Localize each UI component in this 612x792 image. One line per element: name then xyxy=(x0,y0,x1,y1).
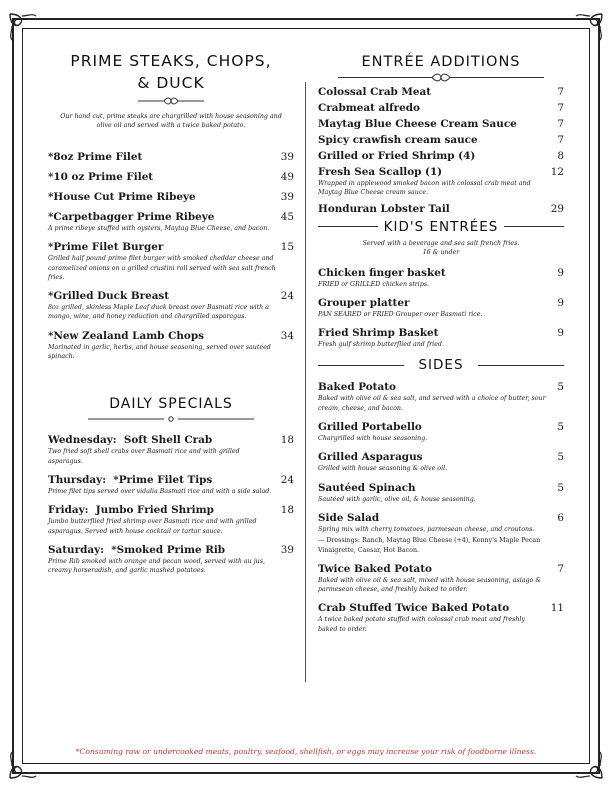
item-price: 7 xyxy=(557,86,564,98)
item-price: 34 xyxy=(280,329,294,342)
corner-ornament-icon xyxy=(572,10,606,44)
corner-ornament-icon xyxy=(6,10,40,44)
item-name: Spicy crawfish cream sauce xyxy=(318,134,478,146)
item-price: 39 xyxy=(280,151,294,163)
flourish-icon xyxy=(318,73,564,82)
item-description: Baked with olive oil & sea salt, and served with a choice of butter, sour cream, cheese, and bacon. xyxy=(318,395,546,412)
item-price: 24 xyxy=(280,473,294,486)
item-price: 9 xyxy=(557,296,564,309)
menu-item xyxy=(48,190,294,204)
item-price: 24 xyxy=(280,290,294,303)
item-description: FRIED or GRILLED chicken strips. xyxy=(318,280,430,288)
dressings-list: — Dressings: Ranch, Maytag Blue Cheese (+4), Kenny's Maple Pecan Vinaigrette, Caesar, Hot Bacon. xyxy=(318,537,541,554)
heading-rule xyxy=(318,365,404,366)
menu-item xyxy=(48,170,294,184)
item-description: Prime Rib smoked with orange and pecan wood, served with au jus, creamy horseradish, and garlic mashed potatoes. xyxy=(48,557,265,575)
item-price: 39 xyxy=(280,191,294,203)
menu-item xyxy=(318,481,564,504)
item-description: A prime ribeye stuffed with oysters, Maytag Blue Cheese, and bacon. xyxy=(48,225,270,232)
sides-heading xyxy=(318,356,564,374)
menu-item xyxy=(48,240,294,282)
prime-items xyxy=(48,150,294,361)
item-name: Colossal Crab Meat xyxy=(318,86,432,98)
menu-item xyxy=(318,165,564,198)
daily-special-item xyxy=(48,503,294,536)
menu-item xyxy=(318,380,564,413)
item-name: Honduran Lobster Tail xyxy=(318,202,450,215)
item-description: Sautéed with garlic, olive oil, & house seasoning. xyxy=(318,495,476,503)
item-description: Baked with olive oil & sea salt, mixed with house seasoning, asiago & parmesean cheese, and freshly baked to order. xyxy=(318,576,541,594)
item-description: Marinated in garlic, herbs, and house seasoning, served over sautéed spinach. xyxy=(48,343,271,361)
item-name: *Prime Filet Tips xyxy=(113,473,213,486)
menu-item xyxy=(48,150,294,164)
item-description: 8oz grilled, skinless Maple Leaf duck breast over Basmati rice with a mango, wine, and honey reduction and chargrilled asparagus. xyxy=(48,304,269,321)
item-description: Fresh gulf shrimp butterflied and fried. xyxy=(318,341,444,349)
item-price: 7 xyxy=(557,562,564,575)
menu-item xyxy=(318,450,564,473)
item-price: 11 xyxy=(550,602,564,615)
special-day: Wednesday: xyxy=(48,434,117,447)
item-price: 12 xyxy=(550,166,564,178)
item-description: Spring mix with cherry tomatoes, parmesean cheese, and croutons. xyxy=(318,525,535,533)
item-name: Twice Baked Potato xyxy=(318,562,432,575)
daily-special-item xyxy=(48,543,294,576)
food-safety-disclaimer: *Consuming raw or undercooked meats, poultry, seafood, shellfish, or eggs may increase your risk of foodborne illness. xyxy=(75,747,537,756)
item-name: *Smoked Prime Rib xyxy=(111,543,226,556)
sides-section-title: SIDES xyxy=(418,357,464,374)
item-price: 29 xyxy=(550,202,564,215)
item-price: 5 xyxy=(557,451,564,464)
menu-item xyxy=(318,85,564,99)
item-name: *Prime Filet Burger xyxy=(48,241,164,254)
item-name: Soft Shell Crab xyxy=(123,434,213,447)
daily-specials-section xyxy=(48,395,294,575)
menu-item xyxy=(318,562,564,595)
left-column xyxy=(48,50,294,582)
menu-item xyxy=(318,202,564,216)
daily-special-item xyxy=(48,433,294,466)
item-name: Grilled Portabello xyxy=(318,421,422,434)
item-description: Wrapped in applewood smoked bacon with colossal crab meat and Maytag Blue Cheese cream sauce. xyxy=(318,180,531,197)
item-price: 7 xyxy=(557,134,564,146)
flourish-icon xyxy=(48,96,294,106)
item-name: Grilled or Fried Shrimp (4) xyxy=(318,150,476,162)
item-price: 7 xyxy=(557,118,564,130)
menu-item xyxy=(48,289,294,322)
item-price: 5 xyxy=(557,381,564,394)
item-name: *Grilled Duck Breast xyxy=(48,290,170,303)
item-price: 49 xyxy=(280,171,294,183)
menu-item xyxy=(318,266,564,289)
special-day: Thursday: xyxy=(48,473,107,486)
item-description: Prime filet tips served over vidalia Basmati rice and with a side salad. xyxy=(48,487,272,495)
daily-special-item xyxy=(48,473,294,496)
item-description: A twice baked potato stuffed with colossal crab meat and freshly baked to order. xyxy=(318,616,525,633)
item-name: Fried Shrimp Basket xyxy=(318,327,439,340)
sides-section xyxy=(318,356,564,634)
item-description: Grilled half pound prime filet burger with smoked cheddar cheese and caramelized onions on a grilled crustini roll served with sea salt french fries. xyxy=(48,255,276,281)
right-column xyxy=(318,50,564,641)
kids-note: Served with a beverage and sea salt french fries. xyxy=(362,239,520,247)
menu-item xyxy=(318,117,564,131)
item-description: Two fried soft shell crabs over Basmati rice and with grilled asparagus. xyxy=(48,448,240,465)
item-name: Side Salad xyxy=(318,511,380,524)
kids-age-note: 16 & under xyxy=(422,248,460,256)
heading-rule xyxy=(478,365,564,366)
item-name: *8oz Prime Filet xyxy=(48,151,143,163)
menu-item xyxy=(318,601,564,634)
heading-rule xyxy=(504,226,564,227)
item-price: 15 xyxy=(280,241,294,254)
item-price: 6 xyxy=(557,511,564,524)
item-price: 5 xyxy=(557,421,564,434)
menu-item xyxy=(318,326,564,349)
kids-section-title: KID'S ENTRÉES xyxy=(383,218,499,235)
item-description: PAN SEARED or FRIED Grouper over Basmati rice. xyxy=(318,310,483,318)
additions-section-title: ENTRÉE ADDITIONS xyxy=(361,54,521,70)
item-price: 5 xyxy=(557,481,564,494)
item-name: *New Zealand Lamb Chops xyxy=(48,329,204,342)
menu-item xyxy=(318,101,564,115)
daily-specials-heading xyxy=(48,395,294,413)
item-description: Chargrilled with house seasoning. xyxy=(318,435,428,443)
item-price: 18 xyxy=(280,434,294,447)
item-price: 9 xyxy=(557,266,564,279)
kids-heading xyxy=(318,218,564,236)
item-price: 39 xyxy=(280,543,294,556)
additions-items xyxy=(318,85,564,216)
item-name: Crab Stuffed Twice Baked Potato xyxy=(318,602,510,615)
item-name: Maytag Blue Cheese Cream Sauce xyxy=(318,118,517,130)
daily-specials-title: DAILY SPECIALS xyxy=(109,396,233,413)
menu-item xyxy=(48,210,294,233)
item-name: Grouper platter xyxy=(318,296,410,309)
menu-item xyxy=(318,511,564,555)
prime-intro: Our hand cut, prime steaks are chargrilled with house seasoning and olive oil and served with a twice baked potato. xyxy=(60,113,282,129)
item-name: Sautéed Spinach xyxy=(318,481,416,494)
item-name: Grilled Asparagus xyxy=(318,451,423,464)
item-name: Baked Potato xyxy=(318,381,396,394)
menu-item xyxy=(318,296,564,319)
kids-section xyxy=(318,218,564,350)
menu-item xyxy=(48,329,294,362)
prime-section-title: PRIME STEAKS, CHOPS, & DUCK xyxy=(70,52,272,92)
item-name: *Carpetbagger Prime Ribeye xyxy=(48,211,215,223)
flourish-icon xyxy=(48,415,294,423)
item-price: 8 xyxy=(557,150,564,162)
menu-item xyxy=(318,149,564,163)
special-day: Friday: xyxy=(48,504,89,517)
item-name: Fresh Sea Scallop (1) xyxy=(318,166,443,178)
heading-rule xyxy=(318,226,378,227)
item-name: Jumbo Fried Shrimp xyxy=(95,504,214,517)
item-name: *House Cut Prime Ribeye xyxy=(48,191,196,203)
menu-item xyxy=(318,133,564,147)
special-day: Saturday: xyxy=(48,543,104,556)
item-price: 9 xyxy=(557,327,564,340)
item-name: Crabmeat alfredo xyxy=(318,102,420,114)
item-name: Chicken finger basket xyxy=(318,266,446,279)
item-price: 7 xyxy=(557,102,564,114)
item-price: 18 xyxy=(280,504,294,517)
menu-item xyxy=(318,420,564,443)
item-description: Grilled with house seasoning & olive oil. xyxy=(318,465,448,473)
column-divider xyxy=(305,82,306,682)
item-description: Jumbo butterflied fried shrimp over Basmati rice and with grilled asparagus. Served with house cocktail or tartar sauce. xyxy=(48,518,257,535)
item-name: *10 oz Prime Filet xyxy=(48,171,154,183)
item-price: 45 xyxy=(280,211,294,223)
